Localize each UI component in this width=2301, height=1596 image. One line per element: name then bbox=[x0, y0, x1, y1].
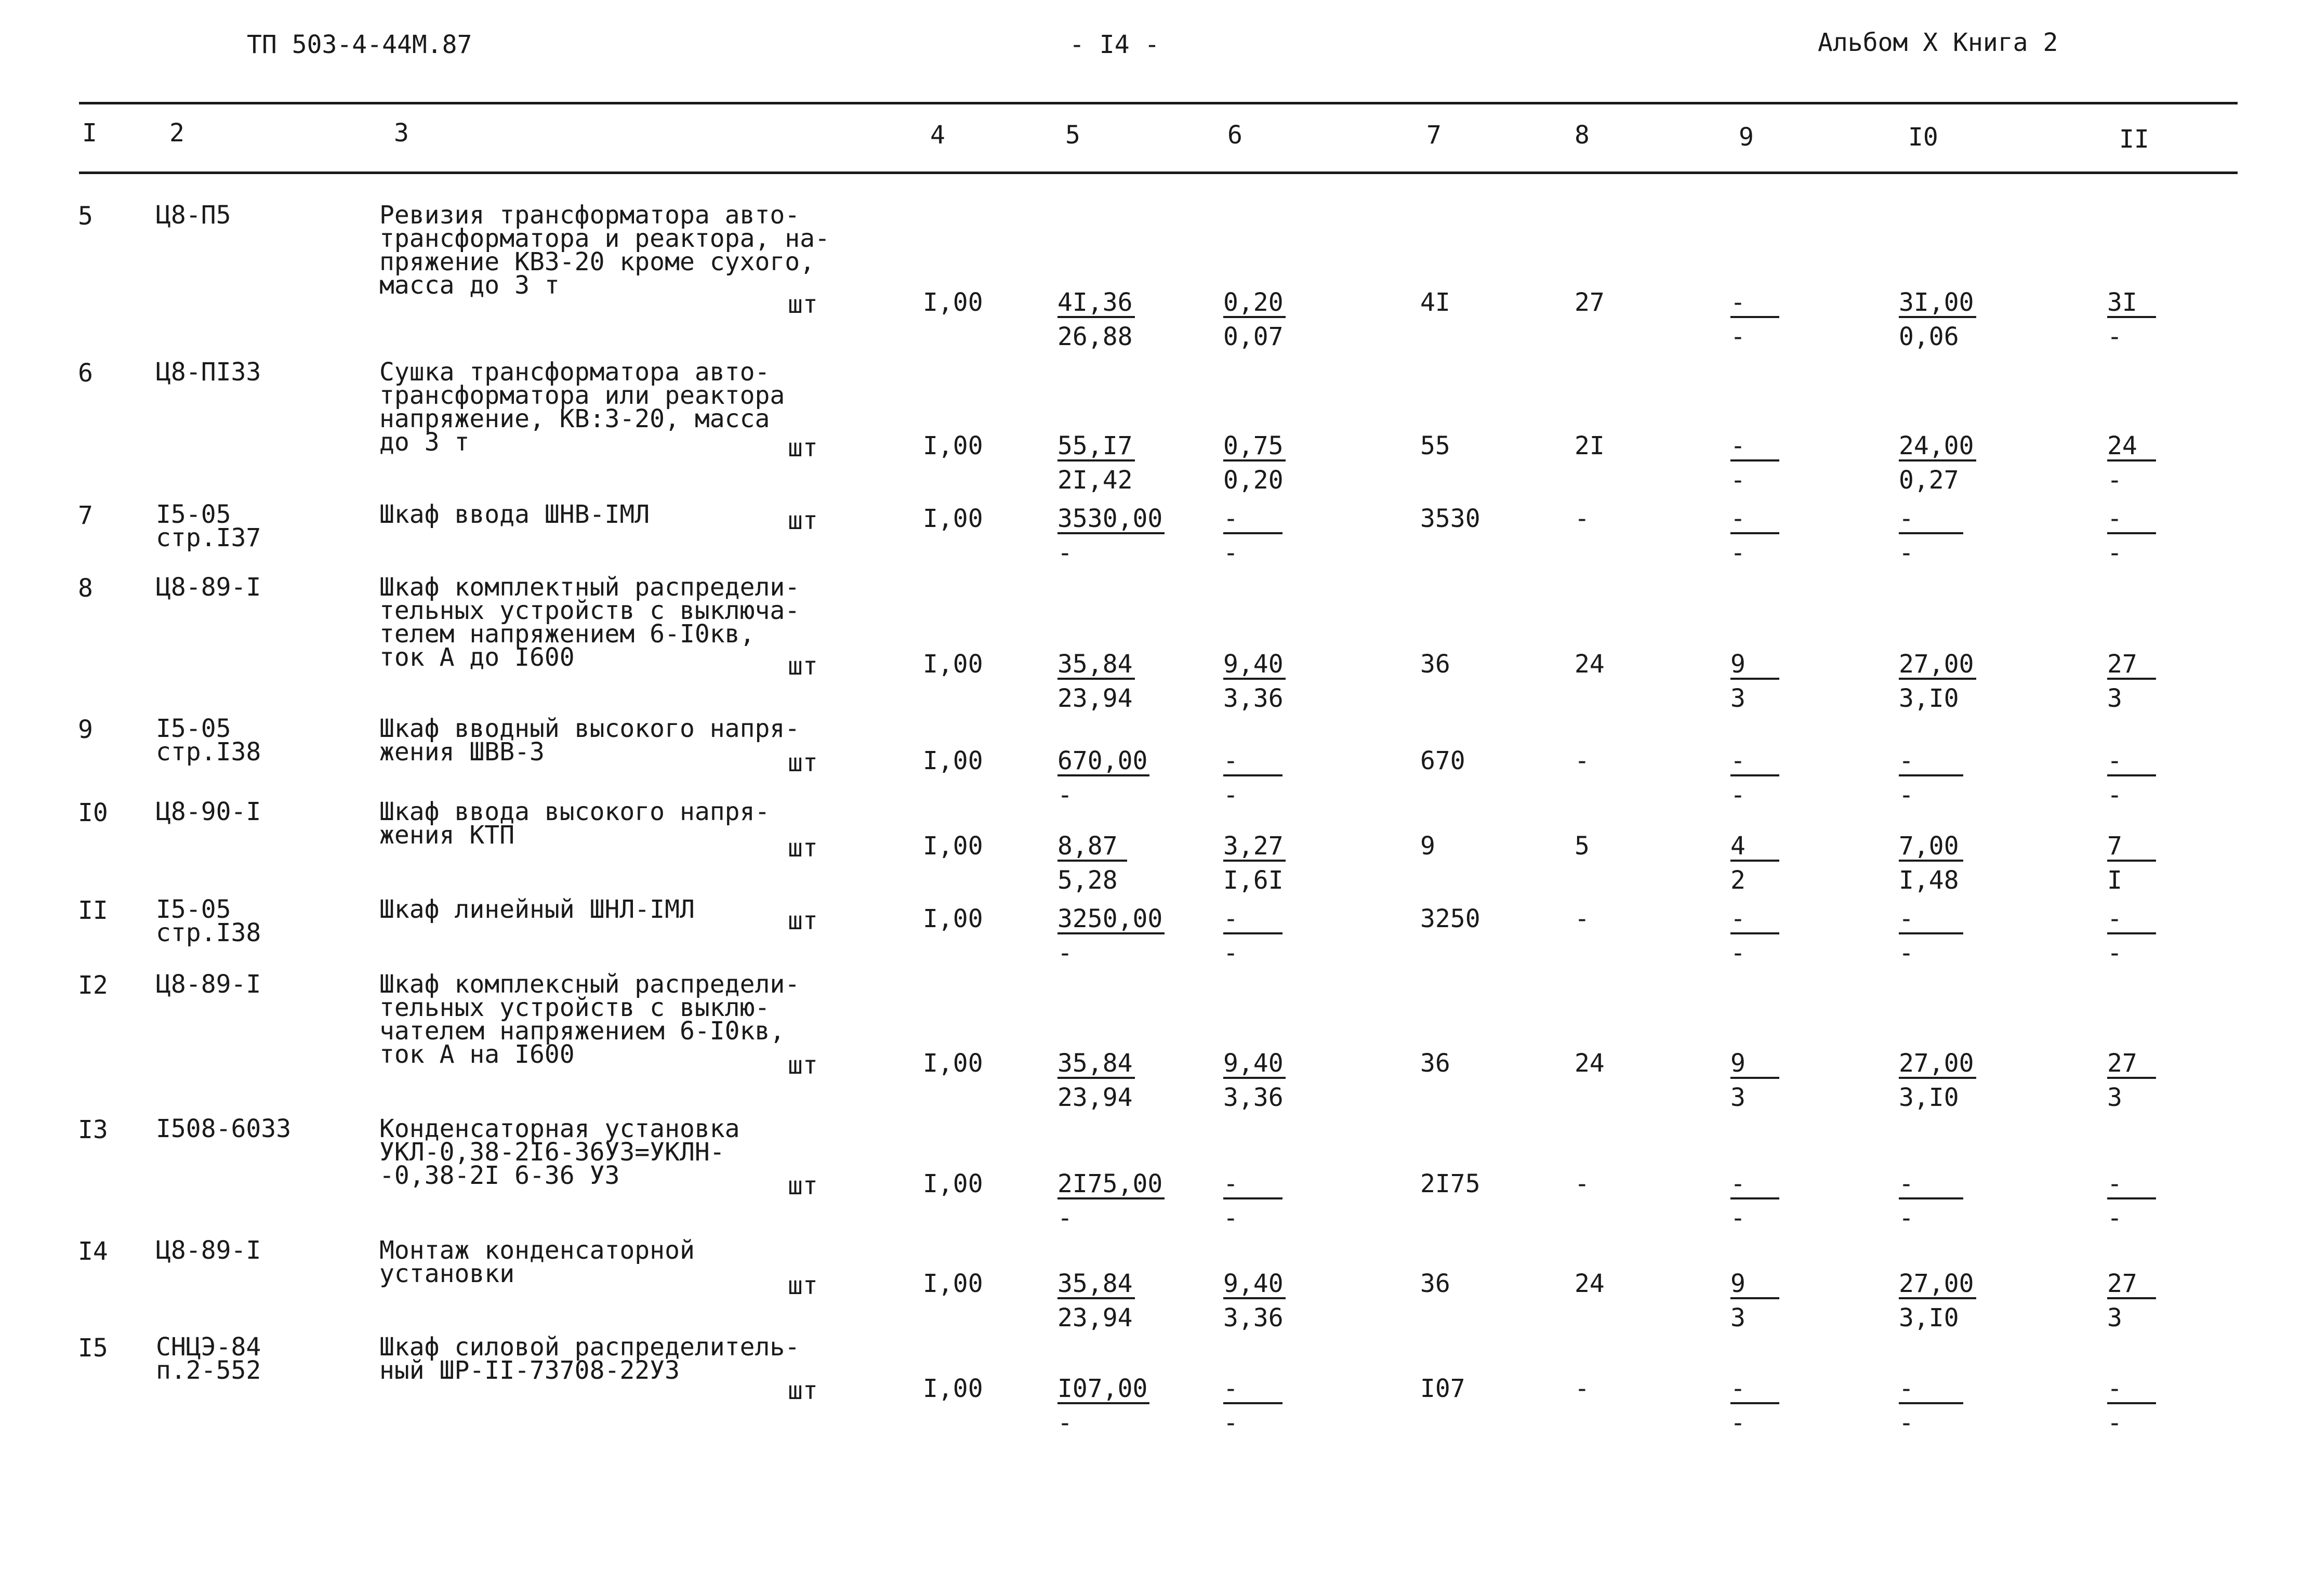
column-header-3: 3 bbox=[394, 118, 409, 148]
machine-cost-numerator: 9 bbox=[1730, 1051, 1779, 1079]
total-wages: 24 bbox=[1575, 1269, 1605, 1298]
unit-cost-total bbox=[1057, 1051, 1135, 1110]
total-wages: - bbox=[1575, 504, 1590, 533]
quantity: I,00 bbox=[923, 904, 983, 933]
work-description: Шкаф силовой распределитель- ный ШР-II-73708-22УЗ bbox=[379, 1333, 800, 1385]
labor-per-unit bbox=[1899, 1269, 1976, 1333]
machine-cost-numerator: - bbox=[1730, 748, 1779, 776]
unit-cost-machines bbox=[1223, 834, 1286, 893]
unit-cost-total-denominator: 5,28 bbox=[1057, 866, 1118, 895]
work-description: Сушка трансформатора авто- трансформатора или реактора напряжение, КВ:3-20, масса до 3 т bbox=[379, 358, 785, 457]
labor-per-unit-numerator: - bbox=[1899, 748, 1963, 776]
work-code: I508-6033 bbox=[156, 1114, 292, 1143]
unit-cost-machines-denominator: - bbox=[1223, 1408, 1238, 1437]
labor-total bbox=[2107, 290, 2156, 349]
total-cost: 2I75 bbox=[1420, 1169, 1480, 1198]
unit-cost-machines bbox=[1223, 1269, 1286, 1333]
total-wages: 2I bbox=[1575, 431, 1605, 460]
unit-of-measure: шт bbox=[788, 506, 818, 535]
labor-total bbox=[2107, 1051, 2156, 1110]
quantity: I,00 bbox=[923, 288, 983, 317]
machine-cost-denominator: - bbox=[1730, 1408, 1745, 1437]
labor-total-denominator: I bbox=[2107, 866, 2122, 895]
labor-total-denominator: - bbox=[2107, 1408, 2122, 1437]
unit-cost-total-numerator: 35,84 bbox=[1057, 652, 1135, 680]
row-number: 9 bbox=[78, 715, 93, 744]
labor-total-denominator: - bbox=[2107, 538, 2122, 568]
unit-cost-machines-numerator: 0,75 bbox=[1223, 433, 1286, 461]
unit-cost-machines bbox=[1223, 1171, 1282, 1231]
machine-cost bbox=[1730, 504, 1779, 568]
column-header-11: II bbox=[2119, 125, 2149, 154]
total-wages: 5 bbox=[1575, 832, 1590, 861]
row-number: I0 bbox=[78, 798, 108, 827]
work-code: I5-05 стр.I37 bbox=[156, 500, 261, 552]
unit-cost-machines-numerator: 9,40 bbox=[1223, 1271, 1286, 1299]
labor-per-unit-numerator: 27,00 bbox=[1899, 652, 1976, 680]
unit-cost-machines-numerator: - bbox=[1223, 1171, 1282, 1199]
unit-cost-total bbox=[1057, 652, 1135, 711]
unit-cost-total-denominator: - bbox=[1057, 1408, 1073, 1437]
machine-cost bbox=[1730, 1051, 1779, 1110]
unit-of-measure: шт bbox=[788, 906, 818, 935]
labor-per-unit-numerator: - bbox=[1899, 906, 1963, 934]
work-code: Ц8-П5 bbox=[156, 201, 231, 230]
labor-per-unit bbox=[1899, 906, 1963, 966]
labor-per-unit bbox=[1899, 1051, 1976, 1110]
labor-per-unit-denominator: 0,27 bbox=[1899, 466, 1959, 495]
labor-total-denominator: - bbox=[2107, 322, 2122, 351]
unit-cost-machines-denominator: 3,36 bbox=[1223, 1083, 1284, 1112]
work-description: Шкаф комплектный распредели- тельных устройств с выключа- телем напряжением 6-I0кв, ток А до I600 bbox=[379, 573, 800, 672]
labor-per-unit-denominator: 3,I0 bbox=[1899, 684, 1959, 713]
quantity: I,00 bbox=[923, 504, 983, 533]
labor-total-denominator: - bbox=[2107, 781, 2122, 810]
unit-cost-total-denominator: - bbox=[1057, 781, 1073, 810]
total-cost: 3530 bbox=[1420, 504, 1480, 533]
unit-cost-total-denominator: 23,94 bbox=[1057, 684, 1133, 713]
unit-of-measure: шт bbox=[788, 748, 818, 777]
unit-cost-total bbox=[1057, 1376, 1149, 1435]
unit-cost-machines-denominator: 3,36 bbox=[1223, 1303, 1284, 1333]
row-number: 8 bbox=[78, 574, 93, 603]
unit-cost-total-denominator: 26,88 bbox=[1057, 322, 1133, 351]
labor-per-unit-denominator: - bbox=[1899, 538, 1914, 568]
labor-total-numerator: - bbox=[2107, 1376, 2156, 1404]
labor-per-unit-numerator: - bbox=[1899, 1171, 1963, 1199]
unit-cost-machines-numerator: 9,40 bbox=[1223, 1051, 1286, 1079]
labor-per-unit-numerator: 27,00 bbox=[1899, 1051, 1976, 1079]
labor-per-unit-numerator: 24,00 bbox=[1899, 433, 1976, 461]
total-wages: - bbox=[1575, 1374, 1590, 1403]
table-header-rule bbox=[79, 172, 2238, 174]
work-description: Шкаф ввода ШНВ-IМЛ bbox=[379, 500, 650, 529]
total-cost: 55 bbox=[1420, 431, 1450, 460]
machine-cost-denominator: - bbox=[1730, 939, 1745, 968]
work-description: Конденсаторная установка УКЛ-0,38-2I6-36УЗ=УКЛН- -0,38-2I 6-36 УЗ bbox=[379, 1114, 740, 1190]
labor-total-denominator: 3 bbox=[2107, 1303, 2122, 1333]
unit-cost-total bbox=[1057, 906, 1165, 966]
quantity: I,00 bbox=[923, 746, 983, 775]
unit-cost-machines-denominator: 0,20 bbox=[1223, 466, 1284, 495]
unit-cost-machines-numerator: - bbox=[1223, 1376, 1282, 1404]
row-number: I3 bbox=[78, 1115, 108, 1144]
work-description: Монтаж конденсаторной установки bbox=[379, 1236, 695, 1288]
total-cost: 36 bbox=[1420, 650, 1450, 679]
total-cost: 9 bbox=[1420, 832, 1435, 861]
machine-cost-denominator: - bbox=[1730, 1204, 1745, 1233]
quantity: I,00 bbox=[923, 431, 983, 460]
unit-cost-machines bbox=[1223, 504, 1282, 568]
unit-of-measure: шт bbox=[788, 1051, 818, 1080]
unit-cost-total-denominator: - bbox=[1057, 1204, 1073, 1233]
document-code: ТП 503-4-44М.87 bbox=[247, 30, 472, 59]
labor-per-unit-denominator: - bbox=[1899, 1408, 1914, 1437]
unit-cost-machines bbox=[1223, 652, 1286, 711]
column-header-5: 5 bbox=[1065, 121, 1080, 150]
unit-cost-total-denominator: - bbox=[1057, 538, 1073, 568]
labor-per-unit bbox=[1899, 834, 1963, 893]
work-code: Ц8-89-I bbox=[156, 573, 261, 602]
machine-cost bbox=[1730, 433, 1779, 493]
machine-cost bbox=[1730, 906, 1779, 966]
unit-cost-machines-denominator: - bbox=[1223, 1204, 1238, 1233]
unit-of-measure: шт bbox=[788, 1376, 818, 1405]
labor-total bbox=[2107, 906, 2156, 966]
total-wages: 27 bbox=[1575, 288, 1605, 317]
unit-cost-machines bbox=[1223, 1051, 1286, 1110]
work-description: Шкаф ввода высокого напря- жения КТП bbox=[379, 797, 770, 850]
quantity: I,00 bbox=[923, 1374, 983, 1403]
unit-cost-total-denominator: 23,94 bbox=[1057, 1083, 1133, 1112]
labor-total-numerator: 27 bbox=[2107, 1051, 2156, 1079]
unit-cost-total-numerator: 35,84 bbox=[1057, 1051, 1135, 1079]
labor-total bbox=[2107, 1171, 2156, 1231]
total-wages: - bbox=[1575, 746, 1590, 775]
row-number: I2 bbox=[78, 971, 108, 1000]
column-header-9: 9 bbox=[1739, 123, 1754, 152]
machine-cost-denominator: 3 bbox=[1730, 1083, 1745, 1112]
machine-cost-denominator: 3 bbox=[1730, 1303, 1745, 1333]
machine-cost-denominator: - bbox=[1730, 466, 1745, 495]
total-cost: I07 bbox=[1420, 1374, 1465, 1403]
quantity: I,00 bbox=[923, 832, 983, 861]
unit-cost-machines bbox=[1223, 906, 1282, 966]
labor-total-numerator: - bbox=[2107, 1171, 2156, 1199]
labor-total-numerator: - bbox=[2107, 748, 2156, 776]
labor-per-unit-denominator: 3,I0 bbox=[1899, 1303, 1959, 1333]
labor-total bbox=[2107, 504, 2156, 568]
row-number: I5 bbox=[78, 1334, 108, 1363]
row-number: 6 bbox=[78, 359, 93, 388]
row-number: 7 bbox=[78, 501, 93, 530]
labor-total-numerator: 7 bbox=[2107, 834, 2156, 862]
labor-total bbox=[2107, 748, 2156, 808]
column-header-6: 6 bbox=[1227, 121, 1242, 150]
labor-total-numerator: - bbox=[2107, 906, 2156, 934]
labor-per-unit-numerator: 3I,00 bbox=[1899, 290, 1976, 318]
total-cost: 670 bbox=[1420, 746, 1465, 775]
labor-per-unit-numerator: - bbox=[1899, 1376, 1963, 1404]
labor-per-unit bbox=[1899, 652, 1976, 711]
machine-cost bbox=[1730, 1376, 1779, 1435]
unit-cost-total bbox=[1057, 1269, 1135, 1333]
labor-per-unit-denominator: - bbox=[1899, 939, 1914, 968]
work-description: Шкаф комплексный распредели- тельных устройств с выклю- чателем напряжением 6-I0кв, ток А на I600 bbox=[379, 970, 800, 1069]
labor-per-unit bbox=[1899, 1171, 1963, 1231]
total-wages: - bbox=[1575, 1169, 1590, 1198]
total-cost: 3250 bbox=[1420, 904, 1480, 933]
unit-of-measure: шт bbox=[788, 290, 818, 319]
machine-cost-denominator: 2 bbox=[1730, 866, 1745, 895]
work-code: Ц8-90-I bbox=[156, 797, 261, 826]
unit-cost-total-numerator: 55,I7 bbox=[1057, 433, 1135, 461]
labor-per-unit bbox=[1899, 433, 1976, 493]
unit-cost-total bbox=[1057, 504, 1165, 568]
machine-cost bbox=[1730, 834, 1779, 893]
unit-cost-machines-denominator: - bbox=[1223, 538, 1238, 568]
labor-per-unit-denominator: 0,06 bbox=[1899, 322, 1959, 351]
labor-total bbox=[2107, 1376, 2156, 1435]
machine-cost-denominator: - bbox=[1730, 322, 1745, 351]
unit-cost-total-numerator: 3250,00 bbox=[1057, 906, 1165, 934]
unit-cost-machines-denominator: 3,36 bbox=[1223, 684, 1284, 713]
labor-total-numerator: 3I bbox=[2107, 290, 2156, 318]
machine-cost-numerator: - bbox=[1730, 1171, 1779, 1199]
column-header-4: 4 bbox=[930, 121, 945, 150]
machine-cost-numerator: - bbox=[1730, 906, 1779, 934]
column-header-7: 7 bbox=[1426, 121, 1442, 150]
unit-of-measure: шт bbox=[788, 433, 818, 463]
column-header-1: I bbox=[82, 118, 97, 148]
machine-cost-numerator: 4 bbox=[1730, 834, 1779, 862]
labor-per-unit-denominator: 3,I0 bbox=[1899, 1083, 1959, 1112]
unit-cost-machines-numerator: - bbox=[1223, 506, 1282, 534]
page-number: - I4 - bbox=[1069, 30, 1160, 59]
total-wages: - bbox=[1575, 904, 1590, 933]
column-header-10: I0 bbox=[1908, 123, 1938, 152]
labor-total-numerator: - bbox=[2107, 506, 2156, 534]
labor-total-denominator: - bbox=[2107, 466, 2122, 495]
total-wages: 24 bbox=[1575, 1049, 1605, 1078]
labor-total bbox=[2107, 1269, 2156, 1333]
labor-total-denominator: 3 bbox=[2107, 684, 2122, 713]
total-wages: 24 bbox=[1575, 650, 1605, 679]
unit-cost-total-numerator: 3530,00 bbox=[1057, 506, 1165, 534]
labor-per-unit-numerator: 7,00 bbox=[1899, 834, 1963, 862]
total-cost: 36 bbox=[1420, 1269, 1450, 1298]
machine-cost bbox=[1730, 748, 1779, 808]
work-code: Ц8-89-I bbox=[156, 970, 261, 999]
unit-cost-machines-numerator: - bbox=[1223, 906, 1282, 934]
labor-per-unit bbox=[1899, 504, 1963, 568]
unit-cost-total-denominator: 2I,42 bbox=[1057, 466, 1133, 495]
labor-total bbox=[2107, 433, 2156, 493]
machine-cost-numerator: - bbox=[1730, 290, 1779, 318]
unit-cost-total-numerator: 35,84 bbox=[1057, 1271, 1135, 1299]
unit-cost-total-numerator: 4I,36 bbox=[1057, 290, 1135, 318]
machine-cost-numerator: - bbox=[1730, 506, 1779, 534]
labor-per-unit bbox=[1899, 1376, 1963, 1435]
unit-cost-total bbox=[1057, 433, 1135, 493]
total-cost: 4I bbox=[1420, 288, 1450, 317]
labor-total-numerator: 27 bbox=[2107, 1271, 2156, 1299]
quantity: I,00 bbox=[923, 1269, 983, 1298]
work-description: Шкаф линейный ШНЛ-IМЛ bbox=[379, 895, 695, 924]
machine-cost-denominator: - bbox=[1730, 781, 1745, 810]
quantity: I,00 bbox=[923, 1049, 983, 1078]
labor-per-unit-numerator: 27,00 bbox=[1899, 1271, 1976, 1299]
labor-total bbox=[2107, 652, 2156, 711]
unit-cost-machines-denominator: - bbox=[1223, 939, 1238, 968]
labor-per-unit-denominator: I,48 bbox=[1899, 866, 1959, 895]
unit-cost-total bbox=[1057, 748, 1149, 808]
unit-cost-machines-numerator: - bbox=[1223, 748, 1282, 776]
machine-cost-numerator: 9 bbox=[1730, 1271, 1779, 1299]
labor-total-numerator: 24 bbox=[2107, 433, 2156, 461]
machine-cost-numerator: - bbox=[1730, 433, 1779, 461]
work-description: Шкаф вводный высокого напря- жения ШВВ-3 bbox=[379, 714, 800, 767]
unit-cost-machines-denominator: 0,07 bbox=[1223, 322, 1284, 351]
machine-cost-denominator: - bbox=[1730, 538, 1745, 568]
labor-total-denominator: - bbox=[2107, 939, 2122, 968]
unit-cost-total-denominator: - bbox=[1057, 939, 1073, 968]
machine-cost bbox=[1730, 290, 1779, 349]
unit-cost-total-numerator: I07,00 bbox=[1057, 1376, 1149, 1404]
table-top-rule bbox=[79, 102, 2238, 104]
unit-cost-machines bbox=[1223, 1376, 1282, 1435]
column-header-2: 2 bbox=[169, 118, 184, 148]
machine-cost bbox=[1730, 1171, 1779, 1231]
labor-per-unit-denominator: - bbox=[1899, 1204, 1914, 1233]
column-header-8: 8 bbox=[1575, 121, 1590, 150]
labor-total bbox=[2107, 834, 2156, 893]
unit-cost-machines-denominator: - bbox=[1223, 781, 1238, 810]
unit-of-measure: шт bbox=[788, 834, 818, 863]
quantity: I,00 bbox=[923, 650, 983, 679]
work-code: Ц8-89-I bbox=[156, 1236, 261, 1265]
unit-cost-total bbox=[1057, 834, 1127, 893]
row-number: 5 bbox=[78, 202, 93, 231]
labor-per-unit bbox=[1899, 290, 1976, 349]
album-book-label: Альбом X Книга 2 bbox=[1818, 28, 2058, 57]
labor-total-denominator: 3 bbox=[2107, 1083, 2122, 1112]
work-description: Ревизия трансформатора авто- трансформатора и реактора, на- пряжение КВЗ-20 кроме сухого, масса до 3 т bbox=[379, 201, 830, 300]
labor-per-unit-numerator: - bbox=[1899, 506, 1963, 534]
labor-total-denominator: - bbox=[2107, 1204, 2122, 1233]
row-number: II bbox=[78, 896, 108, 925]
unit-cost-machines-numerator: 3,27 bbox=[1223, 834, 1286, 862]
total-cost: 36 bbox=[1420, 1049, 1450, 1078]
labor-per-unit-denominator: - bbox=[1899, 781, 1914, 810]
unit-of-measure: шт bbox=[788, 652, 818, 681]
unit-cost-total bbox=[1057, 1171, 1165, 1231]
unit-cost-total-numerator: 2I75,00 bbox=[1057, 1171, 1165, 1199]
unit-cost-total-denominator: 23,94 bbox=[1057, 1303, 1133, 1333]
unit-cost-machines bbox=[1223, 748, 1282, 808]
labor-per-unit bbox=[1899, 748, 1963, 808]
unit-cost-machines bbox=[1223, 433, 1286, 493]
quantity: I,00 bbox=[923, 1169, 983, 1198]
unit-of-measure: шт bbox=[788, 1271, 818, 1300]
unit-cost-machines-numerator: 9,40 bbox=[1223, 652, 1286, 680]
machine-cost-numerator: - bbox=[1730, 1376, 1779, 1404]
unit-cost-total-numerator: 8,87 bbox=[1057, 834, 1127, 862]
unit-cost-machines-numerator: 0,20 bbox=[1223, 290, 1286, 318]
unit-cost-total bbox=[1057, 290, 1135, 349]
work-code: I5-05 стр.I38 bbox=[156, 714, 261, 767]
machine-cost bbox=[1730, 652, 1779, 711]
row-number: I4 bbox=[78, 1237, 108, 1266]
work-code: Ц8-ПI33 bbox=[156, 358, 261, 387]
machine-cost-numerator: 9 bbox=[1730, 652, 1779, 680]
machine-cost bbox=[1730, 1269, 1779, 1333]
work-code: I5-05 стр.I38 bbox=[156, 895, 261, 947]
unit-of-measure: шт bbox=[788, 1171, 818, 1201]
unit-cost-machines bbox=[1223, 290, 1286, 349]
work-code: СНЦЭ-84 п.2-552 bbox=[156, 1333, 261, 1385]
unit-cost-total-numerator: 670,00 bbox=[1057, 748, 1149, 776]
unit-cost-machines-denominator: I,6I bbox=[1223, 866, 1284, 895]
labor-total-numerator: 27 bbox=[2107, 652, 2156, 680]
machine-cost-denominator: 3 bbox=[1730, 684, 1745, 713]
